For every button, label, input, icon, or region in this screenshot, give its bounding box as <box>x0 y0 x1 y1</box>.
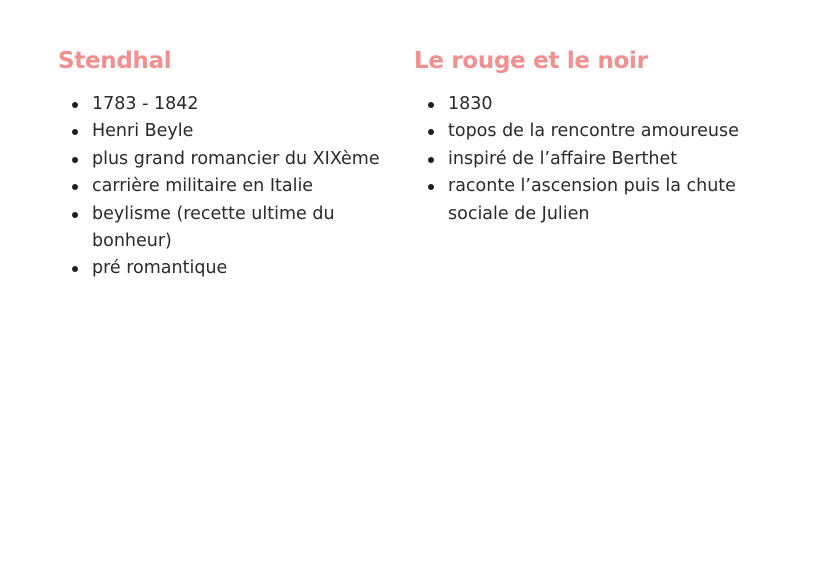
stendhal-bullet-list <box>58 91 398 283</box>
list-item: raconte l’ascension puis la chute sociale de Julien <box>414 173 794 228</box>
stendhal-section <box>58 44 398 283</box>
rouge-et-noir-bullet-list <box>414 91 794 228</box>
list-item: topos de la rencontre amoureuse <box>414 118 794 145</box>
list-item: plus grand romancier du XIXème <box>58 146 398 173</box>
rouge-et-noir-section <box>414 44 794 228</box>
stendhal-heading: Stendhal <box>58 48 172 74</box>
list-item: pré romantique <box>58 255 398 282</box>
list-item: 1830 <box>414 91 794 118</box>
list-item: inspiré de l’affaire Berthet <box>414 146 794 173</box>
rouge-et-noir-heading: Le rouge et le noir <box>414 48 648 74</box>
list-item: carrière militaire en Italie <box>58 173 398 200</box>
list-item: 1783 - 1842 <box>58 91 398 118</box>
list-item: beylisme (recette ultime du bonheur) <box>58 201 398 256</box>
list-item: Henri Beyle <box>58 118 398 145</box>
